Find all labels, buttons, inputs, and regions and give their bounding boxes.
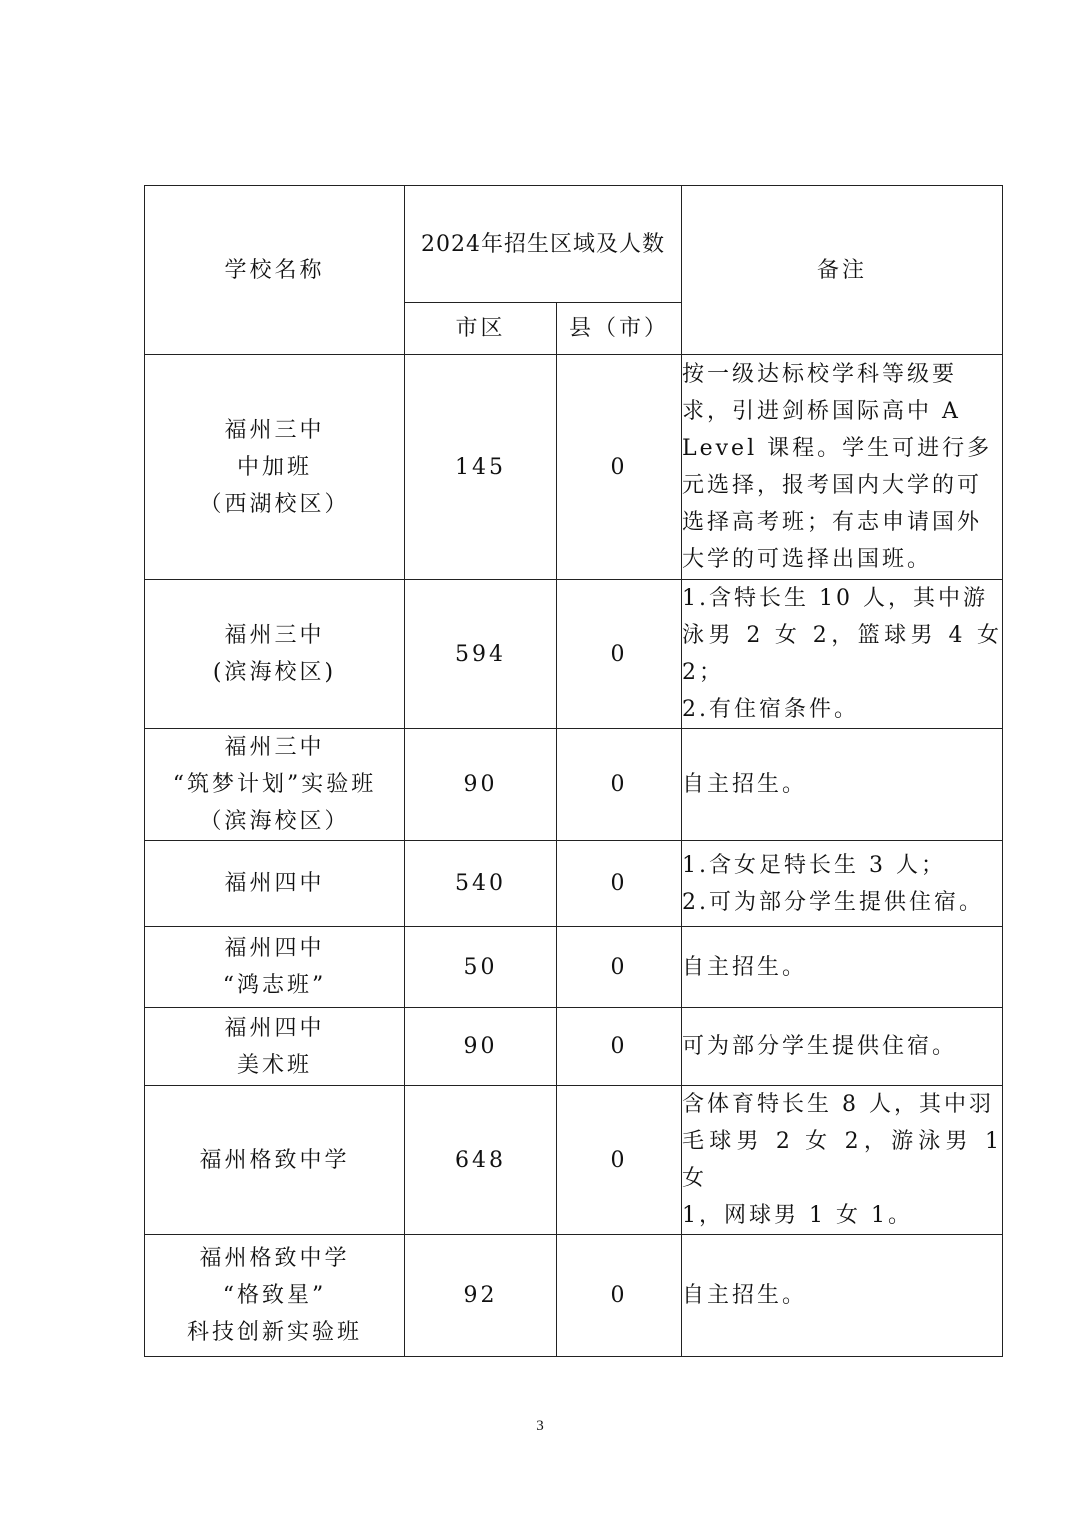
city-count-cell: 648 — [405, 1086, 557, 1235]
table-row — [145, 841, 1003, 927]
school-name-cell — [145, 355, 405, 580]
remarks-cell — [682, 1008, 1003, 1086]
school-name-cell — [145, 1008, 405, 1086]
remark-line: 按一级达标校学科等级要 — [682, 362, 958, 387]
remarks-cell — [682, 1235, 1003, 1357]
school-name-cell — [145, 927, 405, 1008]
city-count-cell: 50 — [405, 927, 557, 1008]
city-header: 市区 — [405, 303, 557, 355]
city-count-cell: 145 — [405, 355, 557, 580]
region-group-header: 2024年招生区域及人数 — [405, 186, 682, 303]
remark-line: 1.含特长生 10 人，其中游 — [682, 586, 988, 611]
school-name-line: “格致星” — [222, 1283, 327, 1308]
school-name-line: 福州三中 — [224, 735, 325, 760]
school-name-line: 中加班 — [236, 454, 312, 480]
school-name-line: 福州格致中学 — [199, 1246, 350, 1271]
remarks-header: 备注 — [682, 186, 1003, 355]
remark-line: 毛球男 2 女 2，游泳男 1 女 — [682, 1129, 1002, 1191]
school-name-line: 福州三中 — [224, 623, 325, 648]
table-row — [145, 1086, 1003, 1235]
school-name-line: 美术班 — [236, 1052, 312, 1078]
remark-line: 含体育特长生 8 人，其中羽 — [682, 1092, 994, 1117]
school-name-line: （西湖校区） — [199, 491, 350, 517]
header-row — [145, 186, 1003, 303]
county-count-cell: 0 — [557, 580, 682, 729]
remarks-cell — [682, 1086, 1003, 1235]
county-count-cell: 0 — [557, 927, 682, 1008]
remark-line: 1.含女足特长生 3 人； — [682, 852, 946, 878]
remark-line: 选择高考班；有志申请国外 — [682, 510, 983, 535]
county-header: 县（市） — [557, 303, 682, 355]
remark-line: Level 课程。学生可进行多 — [682, 436, 993, 461]
remarks-cell — [682, 580, 1003, 729]
school-name-cell — [145, 1086, 405, 1235]
remark-line: 自主招生。 — [682, 954, 808, 980]
city-count-cell: 594 — [405, 580, 557, 729]
table-row — [145, 729, 1003, 841]
school-name-cell — [145, 841, 405, 927]
city-count-cell: 90 — [405, 729, 557, 841]
remarks-cell — [682, 355, 1003, 580]
enrollment-table — [144, 185, 1003, 1357]
school-name-line: 福州四中 — [224, 871, 325, 896]
school-name-line: 福州四中 — [224, 936, 325, 961]
remark-line: 可为部分学生提供住宿。 — [682, 1034, 958, 1059]
city-count-cell: 540 — [405, 841, 557, 927]
county-count-cell: 0 — [557, 729, 682, 841]
school-name-line: （滨海校区） — [199, 809, 350, 834]
school-name-line: “鸿志班” — [222, 973, 327, 998]
remark-line: 2.可为部分学生提供住宿。 — [682, 889, 984, 915]
school-name-line: “筑梦计划”实验班 — [172, 772, 377, 797]
remark-line: 自主招生。 — [682, 772, 808, 797]
school-name-line: 福州格致中学 — [199, 1147, 350, 1173]
remark-line: 自主招生。 — [682, 1283, 808, 1308]
county-count-cell: 0 — [557, 1235, 682, 1357]
remarks-cell — [682, 841, 1003, 927]
remarks-cell — [682, 927, 1003, 1008]
city-count-cell: 92 — [405, 1235, 557, 1357]
remark-line: 元选择，报考国内大学的可 — [682, 473, 983, 498]
table-row — [145, 355, 1003, 580]
remark-line: 2.有住宿条件。 — [682, 697, 859, 722]
city-count-cell: 90 — [405, 1008, 557, 1086]
remark-line: 求，引进剑桥国际高中 A — [682, 399, 961, 424]
county-count-cell: 0 — [557, 1008, 682, 1086]
remark-line: 1，网球男 1 女 1。 — [682, 1203, 913, 1228]
school-name-header: 学校名称 — [145, 186, 405, 355]
remarks-cell — [682, 729, 1003, 841]
remark-line: 大学的可选择出国班。 — [682, 547, 933, 572]
table-body — [145, 355, 1003, 1357]
county-count-cell: 0 — [557, 1086, 682, 1235]
remark-line: 泳男 2 女 2，篮球男 4 女 2； — [682, 623, 1002, 685]
school-name-line: 科技创新实验班 — [186, 1320, 362, 1345]
county-count-cell: 0 — [557, 841, 682, 927]
school-name-cell — [145, 580, 405, 729]
table-row — [145, 1235, 1003, 1357]
school-name-line: 福州四中 — [224, 1015, 325, 1041]
table-row — [145, 1008, 1003, 1086]
school-name-cell — [145, 729, 405, 841]
school-name-line: 福州三中 — [224, 417, 325, 443]
school-name-cell — [145, 1235, 405, 1357]
page-number: 3 — [536, 1418, 544, 1434]
table-row — [145, 580, 1003, 729]
county-count-cell: 0 — [557, 355, 682, 580]
table-row — [145, 927, 1003, 1008]
school-name-line: (滨海校区) — [212, 660, 337, 685]
